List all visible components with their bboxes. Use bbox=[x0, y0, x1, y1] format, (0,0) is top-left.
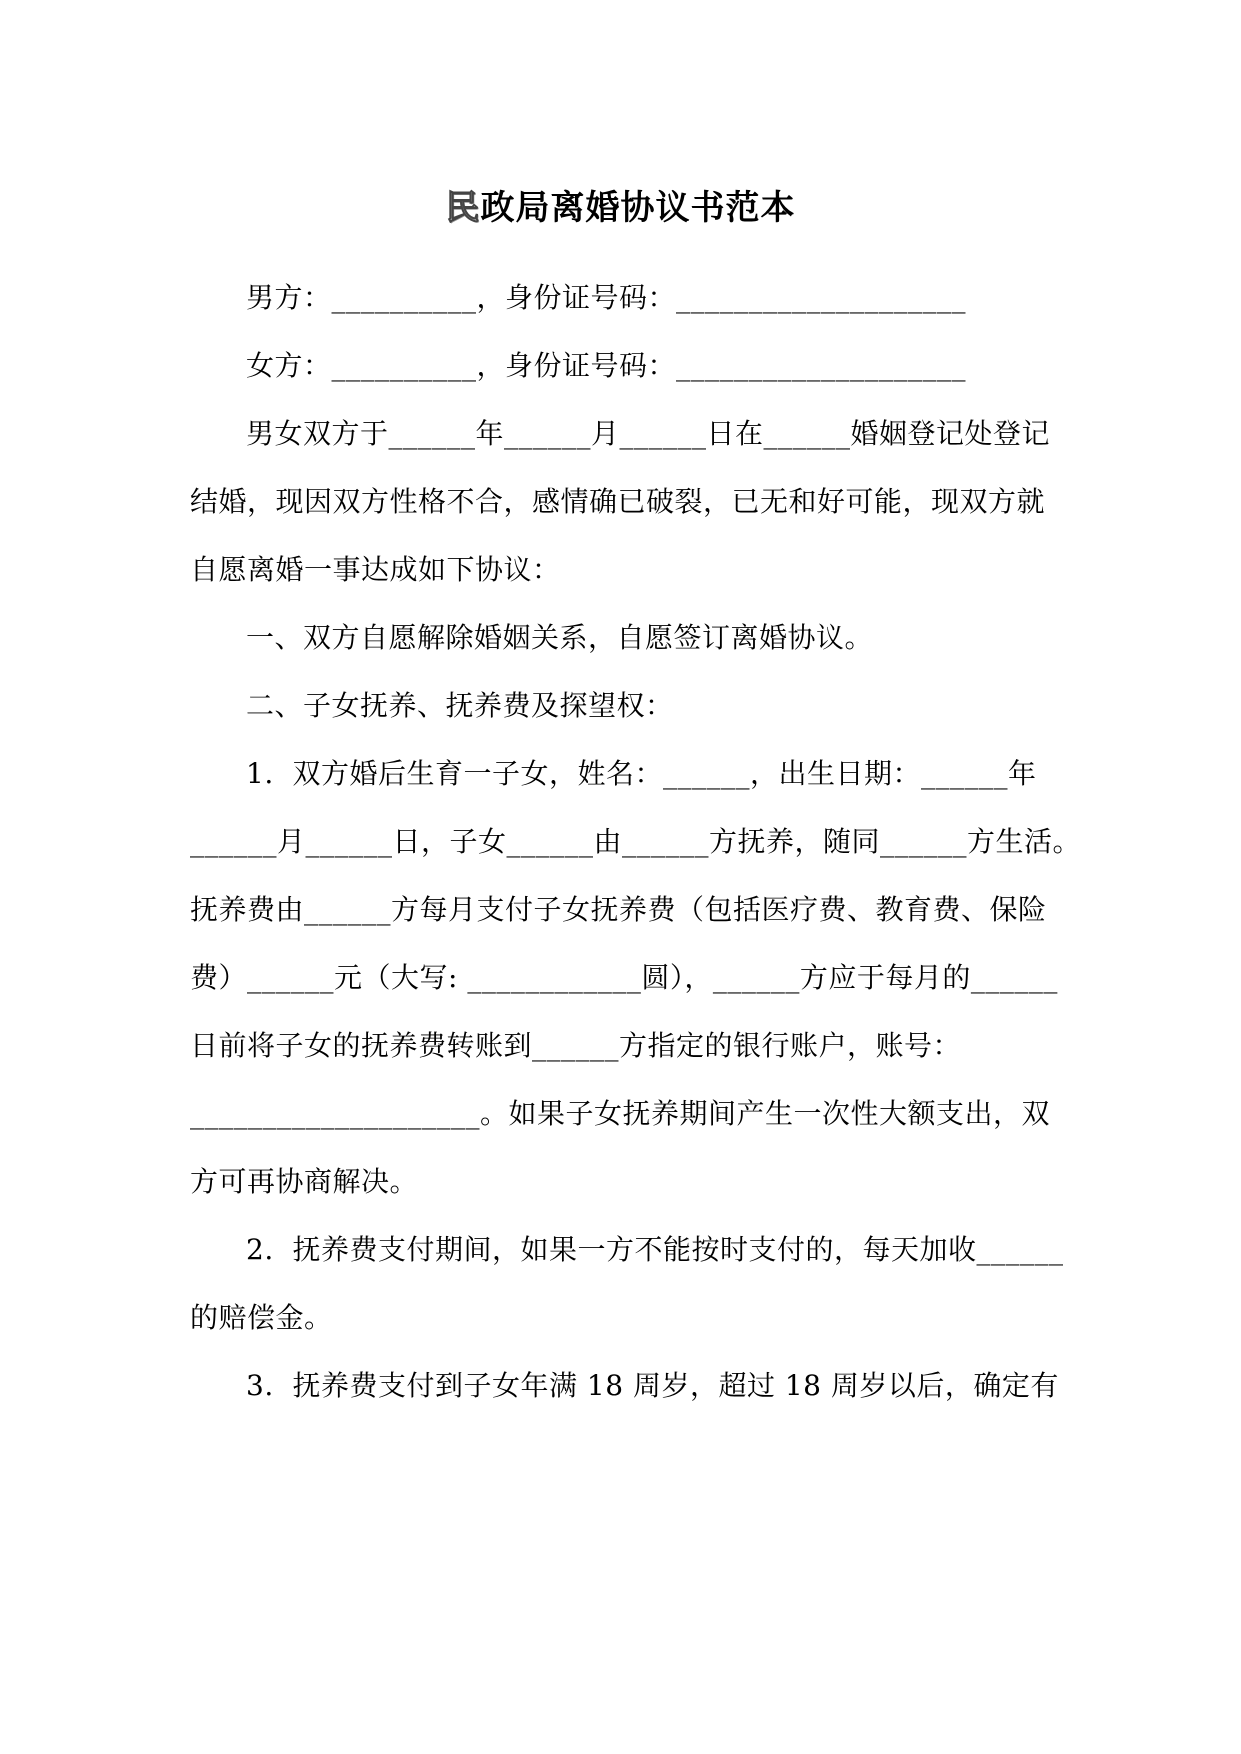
male-party-line: 男方：__________，身份证号码：____________________ bbox=[246, 281, 967, 314]
paragraph-line: 结婚，现因双方性格不合，感情确已破裂，已无和好可能，现双方就 bbox=[190, 485, 1046, 518]
paragraph-line: 自愿离婚一事达成如下协议： bbox=[190, 553, 561, 586]
clause-heading: 一、双方自愿解除婚姻关系，自愿签订离婚协议。 bbox=[246, 621, 874, 654]
paragraph-line: ______月______日，子女______由______方抚养，随同______方生活。 bbox=[190, 825, 1082, 858]
paragraph-line: 男女双方于______年______月______日在______婚姻登记处登记 bbox=[246, 417, 1051, 450]
paragraph-line: 费）______元（大写: ____________圆），______方应于每月的______ bbox=[190, 961, 1058, 994]
title-rest: 政局离婚协议书范本 bbox=[480, 188, 796, 228]
female-party-line: 女方：__________，身份证号码：____________________ bbox=[246, 349, 967, 382]
paragraph-line: 1. 双方婚后生育一子女，姓名：______，出生日期：______年 bbox=[246, 757, 1037, 790]
document-title bbox=[0, 186, 1241, 230]
clause-heading: 二、子女抚养、抚养费及探望权： bbox=[246, 689, 674, 722]
paragraph-line: 方可再协商解决。 bbox=[190, 1165, 419, 1198]
paragraph-line: 3. 抚养费支付到子女年满 18 周岁，超过 18 周岁以后，确定有 bbox=[246, 1369, 1059, 1402]
title-first-char: 民 bbox=[445, 188, 481, 228]
paragraph-line: 抚养费由______方每月支付子女抚养费（包括医疗费、教育费、保险 bbox=[190, 893, 1047, 926]
paragraph-line: 日前将子女的抚养费转账到______方指定的银行账户，账号： bbox=[190, 1029, 962, 1062]
paragraph-line: 的赔偿金。 bbox=[190, 1301, 333, 1334]
paragraph-line: ____________________。如果子女抚养期间产生一次性大额支出，双 bbox=[190, 1097, 1051, 1130]
paragraph-line: 2. 抚养费支付期间，如果一方不能按时支付的，每天加收______ bbox=[246, 1233, 1064, 1266]
